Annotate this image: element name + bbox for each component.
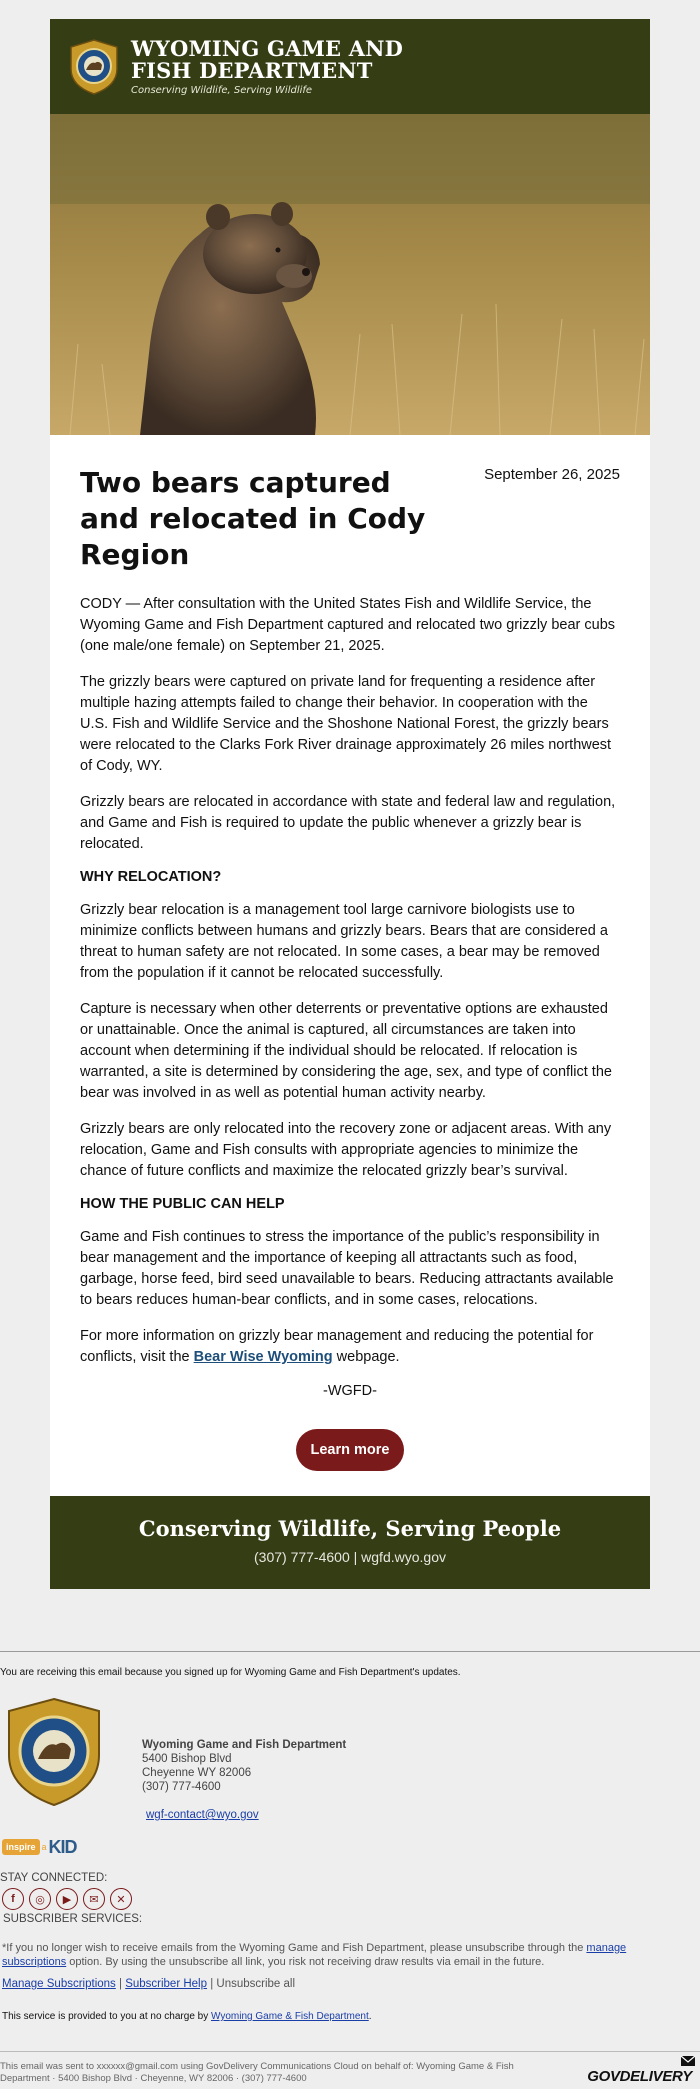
inspire-a-kid-logo[interactable] [2, 1834, 100, 1860]
org-address [142, 1738, 346, 1822]
paragraph: For more information on grizzly bear management and reducing the potential for conflicts, visit the Bear Wise Wyoming webpage. [80, 1328, 594, 1365]
service-provided-note: This service is provided to you at no charge by Wyoming Game & Fish Department. [2, 2011, 372, 2022]
subscriber-services-label: SUBSCRIBER SERVICES: [3, 1913, 143, 1925]
wgfd-link[interactable]: Wyoming Game & Fish Department [211, 2011, 369, 2022]
signoff: -WGFD- [323, 1383, 377, 1399]
paragraph: Capture is necessary when other deterrents or preventative options are exhausted or unattainable. Once the animal is captured, all circumstances are taken into account when determining if the individual should be relocated. If relocation is warranted, a site is determined by considering the age, sex, and type of conflict the bear was involved in as well as potential human activity nearby. [80, 1001, 612, 1101]
unsubscribe-notice: *If you no longer wish to receive emails from the Wyoming Game and Fish Department, please unsubscribe through the manage subscriptions option. By using the unsubscribe all link, you risk not receiving draw results via email in the future. [2, 1942, 627, 1968]
envelope-icon [680, 2055, 696, 2067]
learn-more-button[interactable]: Learn more [296, 1429, 405, 1471]
paragraph: Grizzly bears are only relocated into the recovery zone or adjacent areas. With any relocation, Game and Fish consults with appropriate agencies to minimize the chance of future conflicts and maximize the relocated grizzly bear’s survival. [80, 1121, 612, 1179]
unsubscribe-all-link[interactable]: Unsubscribe all [216, 1978, 296, 1990]
wgfd-seal-icon [68, 39, 120, 95]
manage-subscriptions-link[interactable]: Manage Subscriptions [2, 1978, 116, 1990]
brand-title: WYOMING GAME AND FISH DEPARTMENT [131, 35, 404, 83]
subscriber-help-link[interactable]: Subscriber Help [125, 1978, 208, 1990]
email-icon[interactable]: ✉ [83, 1888, 105, 1910]
youtube-icon[interactable]: ▶ [56, 1888, 78, 1910]
stay-connected-label: STAY CONNECTED: [0, 1872, 108, 1884]
paragraph: CODY — After consultation with the United States Fish and Wildlife Service, the Wyoming Game and Fish Department captured and relocated two grizzly bear cubs (one male/one female) on September 21, 2025. [80, 596, 616, 654]
bottom-bar [0, 2051, 700, 2089]
divider [0, 1651, 700, 1652]
paragraph: The grizzly bears were captured on private land for frequenting a residence after multiple hazing attempts failed to change their behavior. In cooperation with the U.S. Fish and Wildlife Service and the Shoshone National Forest, the grizzly bears were relocated to the Clarks Fork River drainage approximately 26 miles northwest of Cody, WY. [80, 674, 612, 774]
hero-grizzly-image [50, 114, 650, 435]
subscription-notice: You are receiving this email because you signed up for Wyoming Game and Fish Department's updates. [0, 1667, 461, 1678]
org-street: 5400 Bishop Blvd [142, 1753, 232, 1765]
paragraph: Grizzly bear relocation is a management tool large carnivore biologists use to minimize conflicts between humans and grizzly bears. Bears that are considered a threat to human safety are not relocated. In some cases, a bear may be removed from the population if it cannot be relocated successfully. [80, 902, 608, 981]
social-links [2, 1888, 132, 1910]
govdelivery-logo[interactable]: GOVDELIVERY [587, 2068, 692, 2085]
paragraph: Grizzly bears are relocated in accordance with state and federal law and regulation, and Game and Fish is required to update the public whenever a grizzly bear is relocated. [80, 794, 616, 852]
brand-tagline: Conserving Wildlife, Serving Wildlife [131, 84, 313, 96]
sent-to-note: This email was sent to xxxxxx@gmail.com using GovDelivery Communications Cloud on behalf of: Wyoming Game & Fish Department · 5400 Bishop Blvd · Cheyenne, WY 82006 · (307) 777-4600 [0, 2061, 514, 2084]
inspire-label: inspire [2, 1839, 40, 1855]
footer-contact: (307) 777-4600 | wgfd.wyo.gov [254, 1549, 446, 1565]
instagram-icon[interactable]: ◎ [29, 1888, 51, 1910]
x-twitter-icon[interactable]: ✕ [110, 1888, 132, 1910]
article-body [50, 435, 650, 1496]
section-heading: HOW THE PUBLIC CAN HELP [80, 1196, 285, 1212]
contact-email-link[interactable]: wgf-contact@wyo.gov [146, 1809, 259, 1821]
paragraph: Game and Fish continues to stress the importance of the public’s responsibility in bear management and the importance of keeping all attractants such as food, garbage, horse feed, bird seed unavailable to bears. Reducing attractants available to bears reduces human-bear conflicts, and in some cases, relocations. [80, 1229, 614, 1308]
org-city: Cheyenne WY 82006 [142, 1767, 252, 1779]
article-date: September 26, 2025 [484, 466, 620, 483]
subscriber-links: Manage Subscriptions | Subscriber Help | Unsubscribe all [2, 1978, 296, 1990]
manage-subscriptions-inline-link[interactable]: manage subscriptions [2, 1942, 627, 1968]
bear-wise-link[interactable]: Bear Wise Wyoming [193, 1349, 333, 1365]
org-phone: (307) 777-4600 [142, 1781, 221, 1793]
inspire-a-label: a [41, 1842, 47, 1852]
article-title: Two bears captured and relocated in Cody Region [80, 466, 426, 571]
kid-label: KID [48, 1836, 77, 1857]
org-name: Wyoming Game and Fish Department [142, 1739, 347, 1751]
email-card [50, 19, 650, 1589]
footer-band [50, 1496, 650, 1589]
footer-slogan: Conserving Wildlife, Serving People [138, 1516, 562, 1541]
header-band [50, 19, 650, 114]
section-heading: WHY RELOCATION? [80, 869, 222, 885]
wgfd-seal-large-icon [5, 1697, 103, 1807]
facebook-icon[interactable]: f [2, 1888, 24, 1910]
